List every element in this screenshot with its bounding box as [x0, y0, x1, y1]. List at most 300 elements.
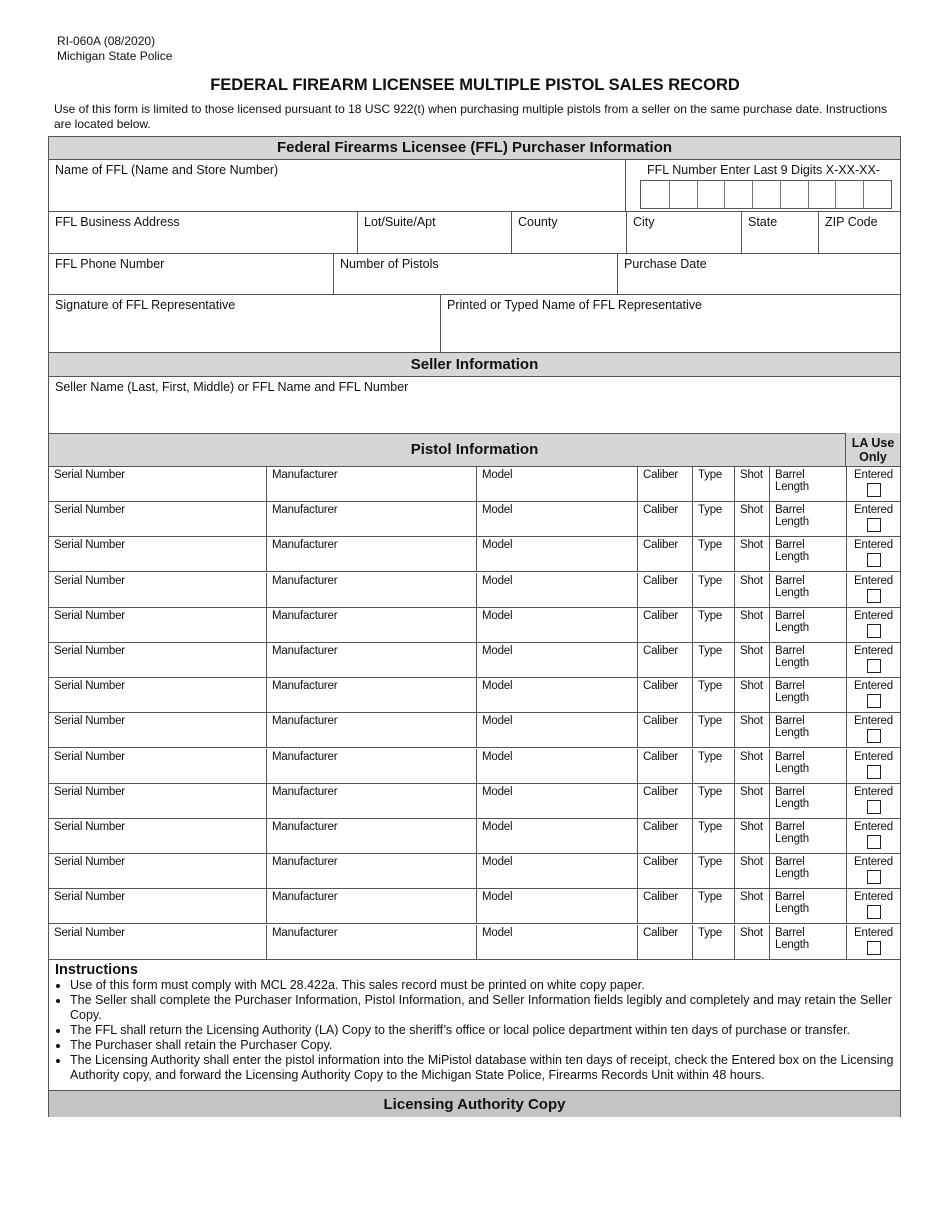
- entered-label: Entered: [854, 539, 893, 552]
- entered-checkbox[interactable]: [867, 870, 881, 884]
- entered-cell: [846, 608, 900, 642]
- model-label: Model: [482, 926, 513, 939]
- model-cell[interactable]: [476, 713, 637, 747]
- model-cell[interactable]: [476, 749, 637, 783]
- shot-cell[interactable]: [734, 502, 769, 536]
- entered-checkbox[interactable]: [867, 518, 881, 532]
- serial-number-cell[interactable]: [49, 819, 266, 853]
- ffl-digit-box[interactable]: [697, 181, 725, 208]
- model-cell[interactable]: [476, 678, 637, 712]
- model-cell[interactable]: [476, 854, 637, 888]
- number-of-pistols-field[interactable]: [333, 254, 617, 295]
- ffl-number-digit-boxes: [640, 180, 892, 209]
- type-cell[interactable]: [692, 713, 734, 747]
- ffl-name-label: Name of FFL (Name and Store Number): [55, 163, 279, 177]
- manufacturer-label: Manufacturer: [272, 926, 338, 939]
- entered-checkbox[interactable]: [867, 589, 881, 603]
- serial-number-label: Serial Number: [54, 891, 125, 904]
- instruction-item: • Use of this form must comply with MCL 28.422a. This sales record must be printed on white copy paper.: [70, 978, 900, 993]
- serial-number-label: Serial Number: [54, 750, 125, 763]
- model-cell[interactable]: [476, 502, 637, 536]
- agency-name: Michigan State Police: [57, 49, 173, 63]
- manufacturer-label: Manufacturer: [272, 609, 338, 622]
- type-cell[interactable]: [692, 502, 734, 536]
- entered-checkbox[interactable]: [867, 659, 881, 673]
- manufacturer-cell[interactable]: [266, 467, 476, 501]
- entered-label: Entered: [854, 856, 893, 869]
- pistol-row: [49, 502, 900, 537]
- manufacturer-cell[interactable]: [266, 889, 476, 923]
- serial-number-cell[interactable]: [49, 889, 266, 923]
- entered-cell: [846, 925, 900, 959]
- model-label: Model: [482, 469, 513, 481]
- entered-checkbox[interactable]: [867, 800, 881, 814]
- entered-label: Entered: [854, 645, 893, 657]
- type-label: Type: [698, 504, 723, 517]
- entered-checkbox[interactable]: [867, 483, 881, 497]
- pistol-row: [49, 713, 900, 748]
- barrel-length-label: Barrel Length: [775, 785, 809, 810]
- pistol-row: [49, 608, 900, 643]
- entered-label: Entered: [854, 609, 893, 622]
- entered-cell: [846, 749, 900, 783]
- barrel-length-cell[interactable]: [769, 537, 846, 571]
- entered-cell: [846, 784, 900, 818]
- shot-label: Shot: [740, 469, 763, 481]
- caliber-cell[interactable]: [637, 819, 692, 853]
- caliber-label: Caliber: [643, 715, 679, 728]
- shot-cell[interactable]: [734, 749, 769, 783]
- shot-label: Shot: [740, 645, 763, 657]
- shot-label: Shot: [740, 680, 763, 693]
- ffl-digit-box[interactable]: [863, 181, 891, 208]
- form-id: RI-060A (08/2020): [57, 34, 156, 48]
- entered-label: Entered: [854, 750, 893, 763]
- shot-label: Shot: [740, 891, 763, 904]
- barrel-length-cell[interactable]: [769, 925, 846, 959]
- signature-field[interactable]: [49, 295, 440, 352]
- manufacturer-label: Manufacturer: [272, 574, 338, 587]
- caliber-cell[interactable]: [637, 784, 692, 818]
- type-cell[interactable]: [692, 573, 734, 607]
- manufacturer-cell[interactable]: [266, 537, 476, 571]
- serial-number-label: Serial Number: [54, 680, 125, 693]
- serial-number-cell[interactable]: [49, 537, 266, 571]
- entered-checkbox[interactable]: [867, 553, 881, 567]
- barrel-length-label: Barrel Length: [775, 926, 809, 951]
- serial-number-label: Serial Number: [54, 539, 125, 552]
- shot-cell[interactable]: [734, 925, 769, 959]
- type-cell[interactable]: [692, 889, 734, 923]
- caliber-cell[interactable]: [637, 854, 692, 888]
- manufacturer-cell[interactable]: [266, 925, 476, 959]
- serial-number-cell[interactable]: [49, 854, 266, 888]
- barrel-length-cell[interactable]: [769, 784, 846, 818]
- type-cell[interactable]: [692, 925, 734, 959]
- model-cell[interactable]: [476, 925, 637, 959]
- caliber-label: Caliber: [643, 821, 679, 833]
- entered-cell: [846, 713, 900, 747]
- caliber-cell[interactable]: [637, 643, 692, 677]
- pistol-row: [49, 889, 900, 924]
- entered-cell: [846, 537, 900, 571]
- serial-number-cell[interactable]: [49, 573, 266, 607]
- manufacturer-label: Manufacturer: [272, 504, 338, 517]
- manufacturer-label: Manufacturer: [272, 469, 338, 481]
- serial-number-cell[interactable]: [49, 467, 266, 501]
- ffl-phone-field[interactable]: [49, 254, 333, 295]
- pistol-row: [49, 643, 900, 678]
- model-cell[interactable]: [476, 784, 637, 818]
- caliber-label: Caliber: [643, 891, 679, 904]
- intro-text: Use of this form is limited to those licensed pursuant to 18 USC 922(t) when purchasing multiple pistols from a seller on the same purchase date. Instructions are located below.: [54, 102, 888, 131]
- model-label: Model: [482, 891, 513, 904]
- pistol-row: [49, 854, 900, 889]
- ffl-digit-box[interactable]: [669, 181, 697, 208]
- manufacturer-label: Manufacturer: [272, 680, 338, 693]
- entered-label: Entered: [854, 785, 893, 798]
- model-label: Model: [482, 750, 513, 763]
- type-cell[interactable]: [692, 749, 734, 783]
- barrel-length-cell[interactable]: [769, 643, 846, 677]
- printed-name-label: Printed or Typed Name of FFL Representative: [447, 298, 702, 312]
- caliber-label: Caliber: [643, 785, 679, 798]
- shot-label: Shot: [740, 856, 763, 869]
- instruction-item: • The FFL shall return the Licensing Authority (LA) Copy to the sheriff’s office or local police department within ten days of purchase or transfer.: [70, 1023, 900, 1038]
- manufacturer-cell[interactable]: [266, 784, 476, 818]
- pistol-row: [49, 678, 900, 713]
- entered-label: Entered: [854, 469, 893, 481]
- model-cell[interactable]: [476, 819, 637, 853]
- entered-checkbox[interactable]: [867, 624, 881, 638]
- ffl-section-header: Federal Firearms Licensee (FFL) Purchaser Information: [49, 136, 900, 160]
- type-cell[interactable]: [692, 537, 734, 571]
- type-label: Type: [698, 469, 723, 481]
- shot-label: Shot: [740, 609, 763, 622]
- serial-number-cell[interactable]: [49, 678, 266, 712]
- caliber-label: Caliber: [643, 856, 679, 869]
- barrel-length-label: Barrel Length: [775, 469, 809, 493]
- pistol-row: [49, 925, 900, 960]
- manufacturer-label: Manufacturer: [272, 785, 338, 798]
- model-cell[interactable]: [476, 608, 637, 642]
- entered-checkbox[interactable]: [867, 835, 881, 849]
- pistol-section-title: Pistol Information: [410, 441, 539, 458]
- type-label: Type: [698, 856, 723, 869]
- serial-number-label: Serial Number: [54, 645, 125, 657]
- model-cell[interactable]: [476, 889, 637, 923]
- shot-cell[interactable]: [734, 819, 769, 853]
- type-label: Type: [698, 750, 723, 763]
- pistol-row: [49, 573, 900, 608]
- state-label: State: [748, 215, 778, 229]
- shot-cell[interactable]: [734, 784, 769, 818]
- barrel-length-cell[interactable]: [769, 678, 846, 712]
- shot-label: Shot: [740, 504, 763, 517]
- city-field[interactable]: [626, 212, 741, 254]
- serial-number-cell[interactable]: [49, 925, 266, 959]
- type-label: Type: [698, 926, 723, 939]
- ffl-address-field[interactable]: [49, 212, 357, 254]
- caliber-cell[interactable]: [637, 678, 692, 712]
- caliber-cell[interactable]: [637, 889, 692, 923]
- entered-label: Entered: [854, 715, 893, 728]
- caliber-label: Caliber: [643, 469, 679, 481]
- caliber-label: Caliber: [643, 926, 679, 939]
- pistol-row: [49, 467, 900, 502]
- entered-cell: [846, 819, 900, 853]
- serial-number-cell[interactable]: [49, 608, 266, 642]
- barrel-length-cell[interactable]: [769, 467, 846, 501]
- shot-label: Shot: [740, 750, 763, 763]
- type-label: Type: [698, 645, 723, 657]
- serial-number-cell[interactable]: [49, 502, 266, 536]
- serial-number-cell[interactable]: [49, 749, 266, 783]
- entered-checkbox[interactable]: [867, 765, 881, 779]
- barrel-length-label: Barrel Length: [775, 609, 809, 634]
- ffl-digit-box[interactable]: [752, 181, 780, 208]
- manufacturer-label: Manufacturer: [272, 539, 338, 552]
- barrel-length-label: Barrel Length: [775, 715, 809, 740]
- type-cell[interactable]: [692, 819, 734, 853]
- manufacturer-cell[interactable]: [266, 713, 476, 747]
- type-label: Type: [698, 574, 723, 587]
- signature-label: Signature of FFL Representative: [55, 298, 236, 312]
- shot-cell[interactable]: [734, 573, 769, 607]
- caliber-cell[interactable]: [637, 537, 692, 571]
- ffl-name-field[interactable]: [49, 160, 625, 212]
- caliber-label: Caliber: [643, 574, 679, 587]
- instructions-list: [49, 978, 900, 1083]
- entered-cell: [846, 889, 900, 923]
- seller-section-header: Seller Information: [49, 352, 900, 377]
- entered-label: Entered: [854, 821, 893, 833]
- entered-label: Entered: [854, 574, 893, 587]
- shot-cell[interactable]: [734, 889, 769, 923]
- barrel-length-cell[interactable]: [769, 573, 846, 607]
- pistol-row: [49, 784, 900, 819]
- serial-number-cell[interactable]: [49, 784, 266, 818]
- pistol-row: [49, 537, 900, 572]
- instruction-item: • The Seller shall complete the Purchaser Information, Pistol Information, and Seller Information fields legibly and completely and may retain the Seller Copy.: [70, 993, 900, 1023]
- manufacturer-label: Manufacturer: [272, 821, 338, 833]
- seller-name-field[interactable]: [49, 377, 900, 433]
- entered-label: Entered: [854, 926, 893, 939]
- barrel-length-cell[interactable]: [769, 854, 846, 888]
- caliber-label: Caliber: [643, 539, 679, 552]
- caliber-cell[interactable]: [637, 573, 692, 607]
- entered-checkbox[interactable]: [867, 905, 881, 919]
- type-label: Type: [698, 785, 723, 798]
- entered-label: Entered: [854, 504, 893, 517]
- purchase-date-label: Purchase Date: [624, 257, 707, 271]
- ffl-digit-box[interactable]: [641, 181, 669, 208]
- pistol-row: [49, 819, 900, 854]
- model-label: Model: [482, 680, 513, 693]
- lot-suite-field[interactable]: [357, 212, 511, 254]
- barrel-length-label: Barrel Length: [775, 539, 809, 564]
- manufacturer-cell[interactable]: [266, 608, 476, 642]
- shot-cell[interactable]: [734, 643, 769, 677]
- type-cell[interactable]: [692, 608, 734, 642]
- caliber-cell[interactable]: [637, 749, 692, 783]
- ffl-digit-box[interactable]: [808, 181, 836, 208]
- barrel-length-cell[interactable]: [769, 889, 846, 923]
- model-cell[interactable]: [476, 643, 637, 677]
- caliber-cell[interactable]: [637, 925, 692, 959]
- manufacturer-cell[interactable]: [266, 854, 476, 888]
- type-cell[interactable]: [692, 678, 734, 712]
- ffl-number-label: FFL Number Enter Last 9 Digits X-XX-XX-: [647, 163, 880, 177]
- barrel-length-cell[interactable]: [769, 608, 846, 642]
- shot-cell[interactable]: [734, 467, 769, 501]
- manufacturer-cell[interactable]: [266, 643, 476, 677]
- shot-label: Shot: [740, 926, 763, 939]
- instruction-item: • The Licensing Authority shall enter the pistol information into the MiPistol database within ten days of receipt, check the Entered box on the Licensing Authority copy, and forward the Licensing Authority Copy to the Michigan State Police, Firearms Records Unit within 48 hours.: [70, 1053, 900, 1083]
- zip-field[interactable]: [818, 212, 900, 254]
- type-label: Type: [698, 539, 723, 552]
- barrel-length-label: Barrel Length: [775, 680, 809, 705]
- entered-cell: [846, 643, 900, 677]
- manufacturer-cell[interactable]: [266, 502, 476, 536]
- shot-label: Shot: [740, 574, 763, 587]
- serial-number-label: Serial Number: [54, 856, 125, 869]
- type-label: Type: [698, 821, 723, 833]
- type-cell[interactable]: [692, 467, 734, 501]
- pistol-section-header: [49, 433, 900, 467]
- manufacturer-cell[interactable]: [266, 749, 476, 783]
- entered-label: Entered: [854, 680, 893, 693]
- city-label: City: [633, 215, 655, 229]
- number-of-pistols-label: Number of Pistols: [340, 257, 439, 271]
- model-label: Model: [482, 645, 513, 657]
- model-label: Model: [482, 715, 513, 728]
- model-cell[interactable]: [476, 467, 637, 501]
- instructions-section: [49, 963, 900, 1083]
- ffl-digit-box[interactable]: [780, 181, 808, 208]
- barrel-length-label: Barrel Length: [775, 891, 809, 916]
- printed-name-field[interactable]: [440, 295, 900, 352]
- ffl-digit-box[interactable]: [835, 181, 863, 208]
- entered-cell: [846, 502, 900, 536]
- caliber-label: Caliber: [643, 504, 679, 517]
- ffl-phone-label: FFL Phone Number: [55, 257, 165, 271]
- copy-label-band: Licensing Authority Copy: [49, 1090, 900, 1117]
- manufacturer-label: Manufacturer: [272, 856, 338, 869]
- lot-suite-label: Lot/Suite/Apt: [364, 215, 436, 229]
- instruction-item: • The Purchaser shall retain the Purchaser Copy.: [70, 1038, 900, 1053]
- manufacturer-cell[interactable]: [266, 678, 476, 712]
- entered-checkbox[interactable]: [867, 729, 881, 743]
- model-label: Model: [482, 504, 513, 517]
- seller-name-label: Seller Name (Last, First, Middle) or FFL Name and FFL Number: [55, 380, 409, 394]
- shot-label: Shot: [740, 785, 763, 798]
- pistol-row: [49, 749, 900, 784]
- type-label: Type: [698, 609, 723, 622]
- barrel-length-cell[interactable]: [769, 502, 846, 536]
- county-field[interactable]: [511, 212, 626, 254]
- entered-cell: [846, 678, 900, 712]
- barrel-length-label: Barrel Length: [775, 750, 809, 775]
- shot-cell[interactable]: [734, 537, 769, 571]
- la-use-only-header: LA Use Only: [845, 433, 900, 467]
- caliber-cell[interactable]: [637, 608, 692, 642]
- caliber-label: Caliber: [643, 645, 679, 657]
- serial-number-label: Serial Number: [54, 821, 125, 833]
- type-label: Type: [698, 891, 723, 904]
- caliber-cell[interactable]: [637, 502, 692, 536]
- barrel-length-label: Barrel Length: [775, 504, 809, 529]
- serial-number-label: Serial Number: [54, 574, 125, 587]
- manufacturer-label: Manufacturer: [272, 891, 338, 904]
- shot-cell[interactable]: [734, 854, 769, 888]
- manufacturer-label: Manufacturer: [272, 715, 338, 728]
- manufacturer-label: Manufacturer: [272, 750, 338, 763]
- serial-number-label: Serial Number: [54, 609, 125, 622]
- ffl-address-label: FFL Business Address: [55, 215, 180, 229]
- entered-cell: [846, 854, 900, 888]
- model-label: Model: [482, 539, 513, 552]
- shot-label: Shot: [740, 821, 763, 833]
- entered-cell: [846, 573, 900, 607]
- entered-cell: [846, 467, 900, 501]
- shot-label: Shot: [740, 539, 763, 552]
- county-label: County: [518, 215, 558, 229]
- barrel-length-cell[interactable]: [769, 713, 846, 747]
- type-label: Type: [698, 715, 723, 728]
- shot-label: Shot: [740, 715, 763, 728]
- barrel-length-label: Barrel Length: [775, 821, 809, 845]
- form-header-meta: [57, 34, 172, 64]
- type-cell[interactable]: [692, 784, 734, 818]
- caliber-cell[interactable]: [637, 467, 692, 501]
- zip-label: ZIP Code: [825, 215, 878, 229]
- barrel-length-cell[interactable]: [769, 749, 846, 783]
- model-cell[interactable]: [476, 573, 637, 607]
- manufacturer-cell[interactable]: [266, 573, 476, 607]
- ffl-digit-box[interactable]: [724, 181, 752, 208]
- state-field[interactable]: [741, 212, 818, 254]
- type-cell[interactable]: [692, 643, 734, 677]
- model-cell[interactable]: [476, 537, 637, 571]
- shot-cell[interactable]: [734, 678, 769, 712]
- entered-label: Entered: [854, 891, 893, 904]
- model-label: Model: [482, 785, 513, 798]
- entered-checkbox[interactable]: [867, 694, 881, 708]
- caliber-cell[interactable]: [637, 713, 692, 747]
- caliber-label: Caliber: [643, 680, 679, 693]
- serial-number-label: Serial Number: [54, 715, 125, 728]
- manufacturer-cell[interactable]: [266, 819, 476, 853]
- model-label: Model: [482, 609, 513, 622]
- form-body: [48, 136, 901, 1117]
- purchase-date-field[interactable]: [617, 254, 900, 295]
- type-cell[interactable]: [692, 854, 734, 888]
- barrel-length-cell[interactable]: [769, 819, 846, 853]
- barrel-length-label: Barrel Length: [775, 645, 809, 669]
- shot-cell[interactable]: [734, 713, 769, 747]
- type-label: Type: [698, 680, 723, 693]
- page-title: FEDERAL FIREARM LICENSEE MULTIPLE PISTOL SALES RECORD: [210, 76, 740, 94]
- serial-number-cell[interactable]: [49, 643, 266, 677]
- entered-checkbox[interactable]: [867, 941, 881, 955]
- shot-cell[interactable]: [734, 608, 769, 642]
- barrel-length-label: Barrel Length: [775, 856, 809, 881]
- caliber-label: Caliber: [643, 609, 679, 622]
- serial-number-cell[interactable]: [49, 713, 266, 747]
- serial-number-label: Serial Number: [54, 926, 125, 939]
- serial-number-label: Serial Number: [54, 469, 125, 481]
